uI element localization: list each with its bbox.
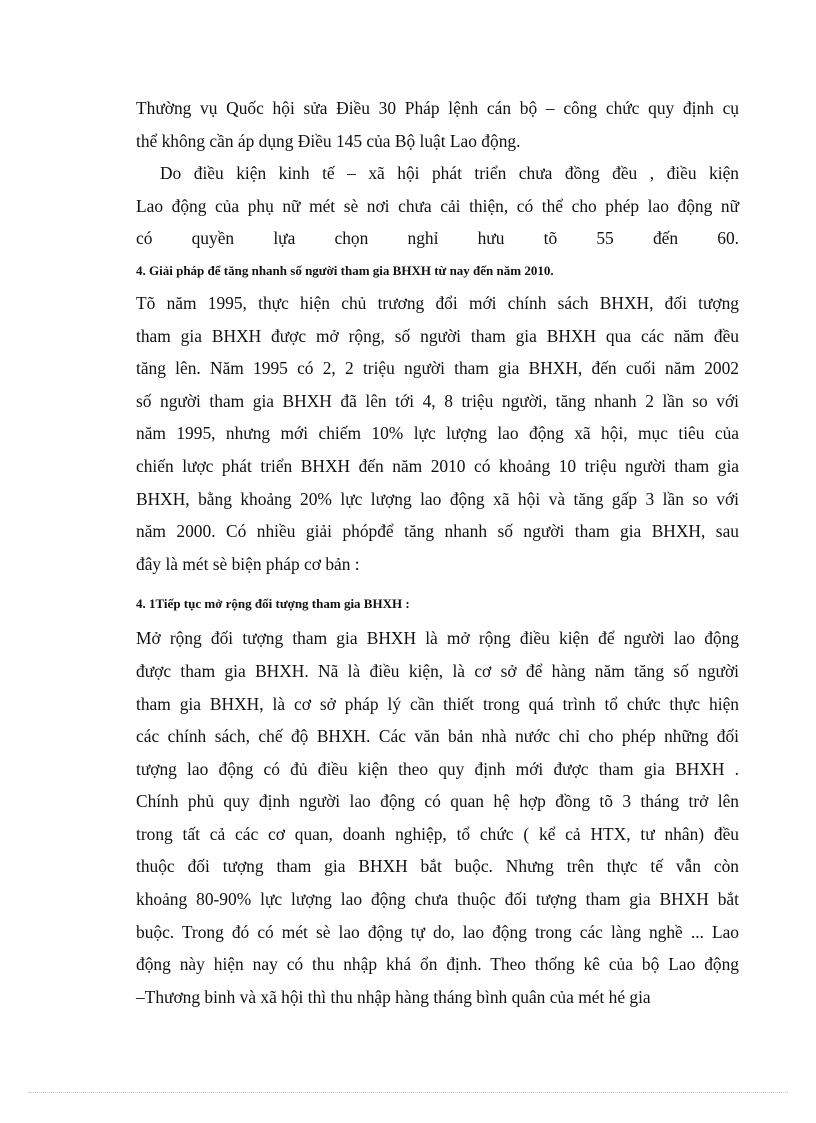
text-line: năm 1995, nhưng mới chiếm 10% lực lượng lao động xã hội, mục tiêu của	[136, 423, 739, 444]
text-line: –Thương binh và xã hội thì thu nhập hàng tháng bình quân của mét hé gia	[136, 986, 651, 1007]
text-line: Mở rộng đối tượng tham gia BHXH là mở rộng điều kiện để người lao động	[136, 628, 739, 649]
text-line: BHXH, bằng khoảng 20% lực lượng lao động xã hội và tăng gấp 3 lần so với	[136, 488, 739, 509]
text-line: Thường vụ Quốc hội sửa Điều 30 Pháp lệnh cán bộ – công chức quy định cụ	[136, 98, 739, 118]
text-line: các chính sách, chế độ BHXH. Các văn bản nhà nước chỉ cho phép những đối	[136, 726, 739, 747]
text-line: Chính phủ quy định người lao động có quan hệ hợp đồng tõ 3 tháng trở lên	[136, 791, 739, 812]
text-line: Tõ năm 1995, thực hiện chủ trương đổi mới chính sách BHXH, đối tượng	[136, 292, 739, 313]
page-footer-divider	[28, 1092, 788, 1093]
text-line: năm 2000. Có nhiều giải phópđể tăng nhanh số người tham gia BHXH, sau	[136, 521, 739, 542]
text-line: động này hiện nay có thu nhập khá ổn định. Theo thống kê của bộ Lao động	[136, 954, 739, 975]
document-body	[136, 92, 739, 1013]
section-heading-4: 4. Giải pháp để tăng nhanh số người tham gia BHXH từ nay đến năm 2010.	[136, 262, 554, 278]
paragraph-1	[136, 92, 739, 157]
text-line: thuộc đối tượng tham gia BHXH bắt buộc. Nhưng trên thực tế vẫn còn	[136, 856, 739, 877]
paragraph-3	[136, 287, 739, 580]
paragraph-4	[136, 622, 739, 1013]
text-line: đây là mét sè biện pháp cơ bản :	[136, 553, 360, 574]
text-line: Do điều kiện kinh tế – xã hội phát triển chưa đồng đều , điều kiện	[160, 163, 739, 184]
text-line: chiến lược phát triển BHXH đến năm 2010 có khoảng 10 triệu người tham gia	[136, 455, 739, 476]
text-line: có quyền lựa chọn nghỉ hưu tõ 55 đến 60.	[136, 228, 739, 249]
text-line: được tham gia BHXH. Nã là điều kiện, là cơ sở để hàng năm tăng số người	[136, 660, 739, 681]
text-line: tham gia BHXH được mở rộng, số người tham gia BHXH qua các năm đều	[136, 325, 739, 346]
text-line: tham gia BHXH, là cơ sở pháp lý cần thiết trong quá trình tổ chức thực hiện	[136, 693, 739, 714]
section-heading-4-1: 4. 1Tiếp tục mở rộng đối tượng tham gia BHXH :	[136, 596, 410, 612]
text-line: buộc. Trong đó có mét sè lao động tự do, lao động trong các làng nghề ... Lao	[136, 921, 739, 942]
text-line: khoảng 80-90% lực lượng lao động chưa thuộc đối tượng tham gia BHXH bắt	[136, 889, 739, 910]
paragraph-2	[136, 157, 739, 255]
text-line: thể không cần áp dụng Điều 145 của Bộ luật Lao động.	[136, 130, 521, 151]
text-line: tăng lên. Năm 1995 có 2, 2 triệu người tham gia BHXH, đến cuối năm 2002	[136, 358, 739, 379]
text-line: trong tất cả các cơ quan, doanh nghiệp, tổ chức ( kể cả HTX, tư nhân) đều	[136, 823, 739, 844]
text-line: số người tham gia BHXH đã lên tới 4, 8 triệu người, tăng nhanh 2 lần so với	[136, 390, 739, 411]
text-line: tượng lao động có đủ điều kiện theo quy định mới được tham gia BHXH .	[136, 758, 739, 779]
text-line: Lao động của phụ nữ mét sè nơi chưa cải thiện, có thể cho phép lao động nữ	[136, 195, 739, 216]
